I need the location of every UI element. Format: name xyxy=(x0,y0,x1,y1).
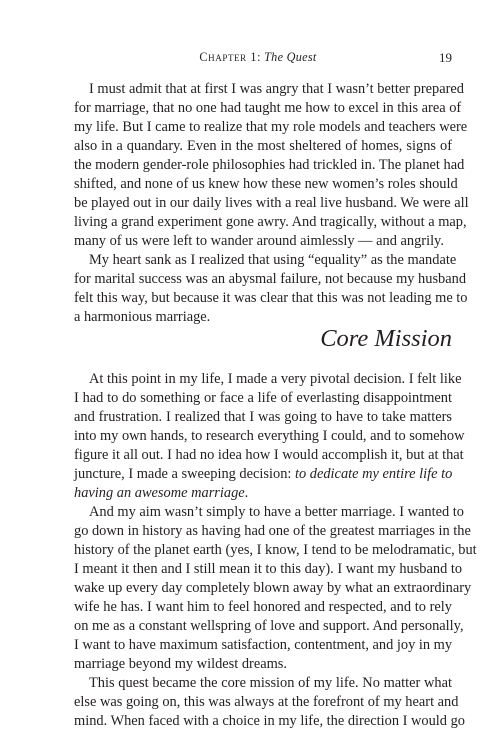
text-line: And my aim wasn’t simply to have a better marriage. I wanted to xyxy=(89,504,464,520)
text-line: for marital success was an abysmal failure, not because my husband xyxy=(74,271,467,287)
section-heading: Core Mission xyxy=(320,325,452,352)
emphasis-text: to dedicate my entire life to xyxy=(291,466,453,482)
text-run: juncture, I made a sweeping decision: xyxy=(74,466,292,482)
chapter-label xyxy=(74,50,442,65)
text-line: history of the planet earth (yes, I know, I tend to be melodramatic, but xyxy=(74,542,477,558)
text-line: also in a quandary. Even in the most sheltered of homes, signs of xyxy=(74,138,452,154)
text-line: the modern gender-role philosophies had trickled in. The planet had xyxy=(74,157,465,173)
text-line: a harmonious marriage. xyxy=(74,309,211,325)
text-line: mind. When faced with a choice in my life, the direction I would go xyxy=(74,713,465,729)
paragraph-5 xyxy=(74,674,465,731)
running-head xyxy=(74,50,452,66)
text-line: my life. But I came to realize that my role models and teachers were xyxy=(74,119,468,135)
text-line: I want to have maximum satisfaction, contentment, and joy in my xyxy=(74,637,453,653)
text-line: on me as a constant wellspring of love and support. And personally, xyxy=(74,618,464,634)
text-line: At this point in my life, I made a very pivotal decision. I felt like xyxy=(89,371,462,387)
page-number: 19 xyxy=(439,50,452,65)
text-line xyxy=(74,465,452,484)
text-line: wake up every day completely blown away by what an extraordinary xyxy=(74,580,472,596)
text-line: go down in history as having had one of the greatest marriages in the xyxy=(74,523,471,539)
chapter-number: Chapter 1: xyxy=(199,50,262,64)
text-line: I must admit that at first I was angry that I wasn’t better prepared xyxy=(89,81,464,97)
paragraph-1 xyxy=(74,80,469,251)
text-line: marriage beyond my wildest dreams. xyxy=(74,656,287,672)
emphasis-text: having an awesome marriage xyxy=(74,485,245,501)
text-line: I meant it then and I still mean it to this day). I want my husband to xyxy=(74,561,463,577)
chapter-title: The Quest xyxy=(264,50,317,64)
text-line: be played out in our daily lives with a real live husband. We were all xyxy=(74,195,469,211)
text-line: This quest became the core mission of my life. No matter what xyxy=(89,675,452,691)
text-line: wife he has. I want him to feel honored and respected, and to rely xyxy=(74,599,452,615)
text-line: else was going on, this was always at the forefront of my heart and xyxy=(74,694,459,710)
text-line: I had to do something or face a life of everlasting disappointment xyxy=(74,390,452,406)
paragraph-2 xyxy=(74,251,468,327)
text-line: many of us were left to wander around aimlessly — and angrily. xyxy=(74,233,444,249)
text-line: figure it all out. I had no idea how I would accomplish it, but at that xyxy=(74,447,464,463)
text-line: felt this way, but because it was clear that this was not leading me to xyxy=(74,290,468,306)
text-line: for marriage, that no one had taught me how to excel in this area of xyxy=(74,100,462,116)
text-line: shifted, and none of us knew how these new women’s roles should xyxy=(74,176,458,192)
paragraph-3 xyxy=(74,370,465,503)
text-run: . xyxy=(244,485,249,501)
text-line: living a grand experiment gone awry. And tragically, without a map, xyxy=(74,214,467,230)
text-line: and frustration. I realized that I was going to have to take matters xyxy=(74,409,452,425)
text-line: My heart sank as I realized that using “equality” as the mandate xyxy=(89,252,457,268)
paragraph-4 xyxy=(74,503,477,674)
text-line xyxy=(74,484,452,503)
text-line: into my own hands, to research everything I could, and to somehow xyxy=(74,428,465,444)
